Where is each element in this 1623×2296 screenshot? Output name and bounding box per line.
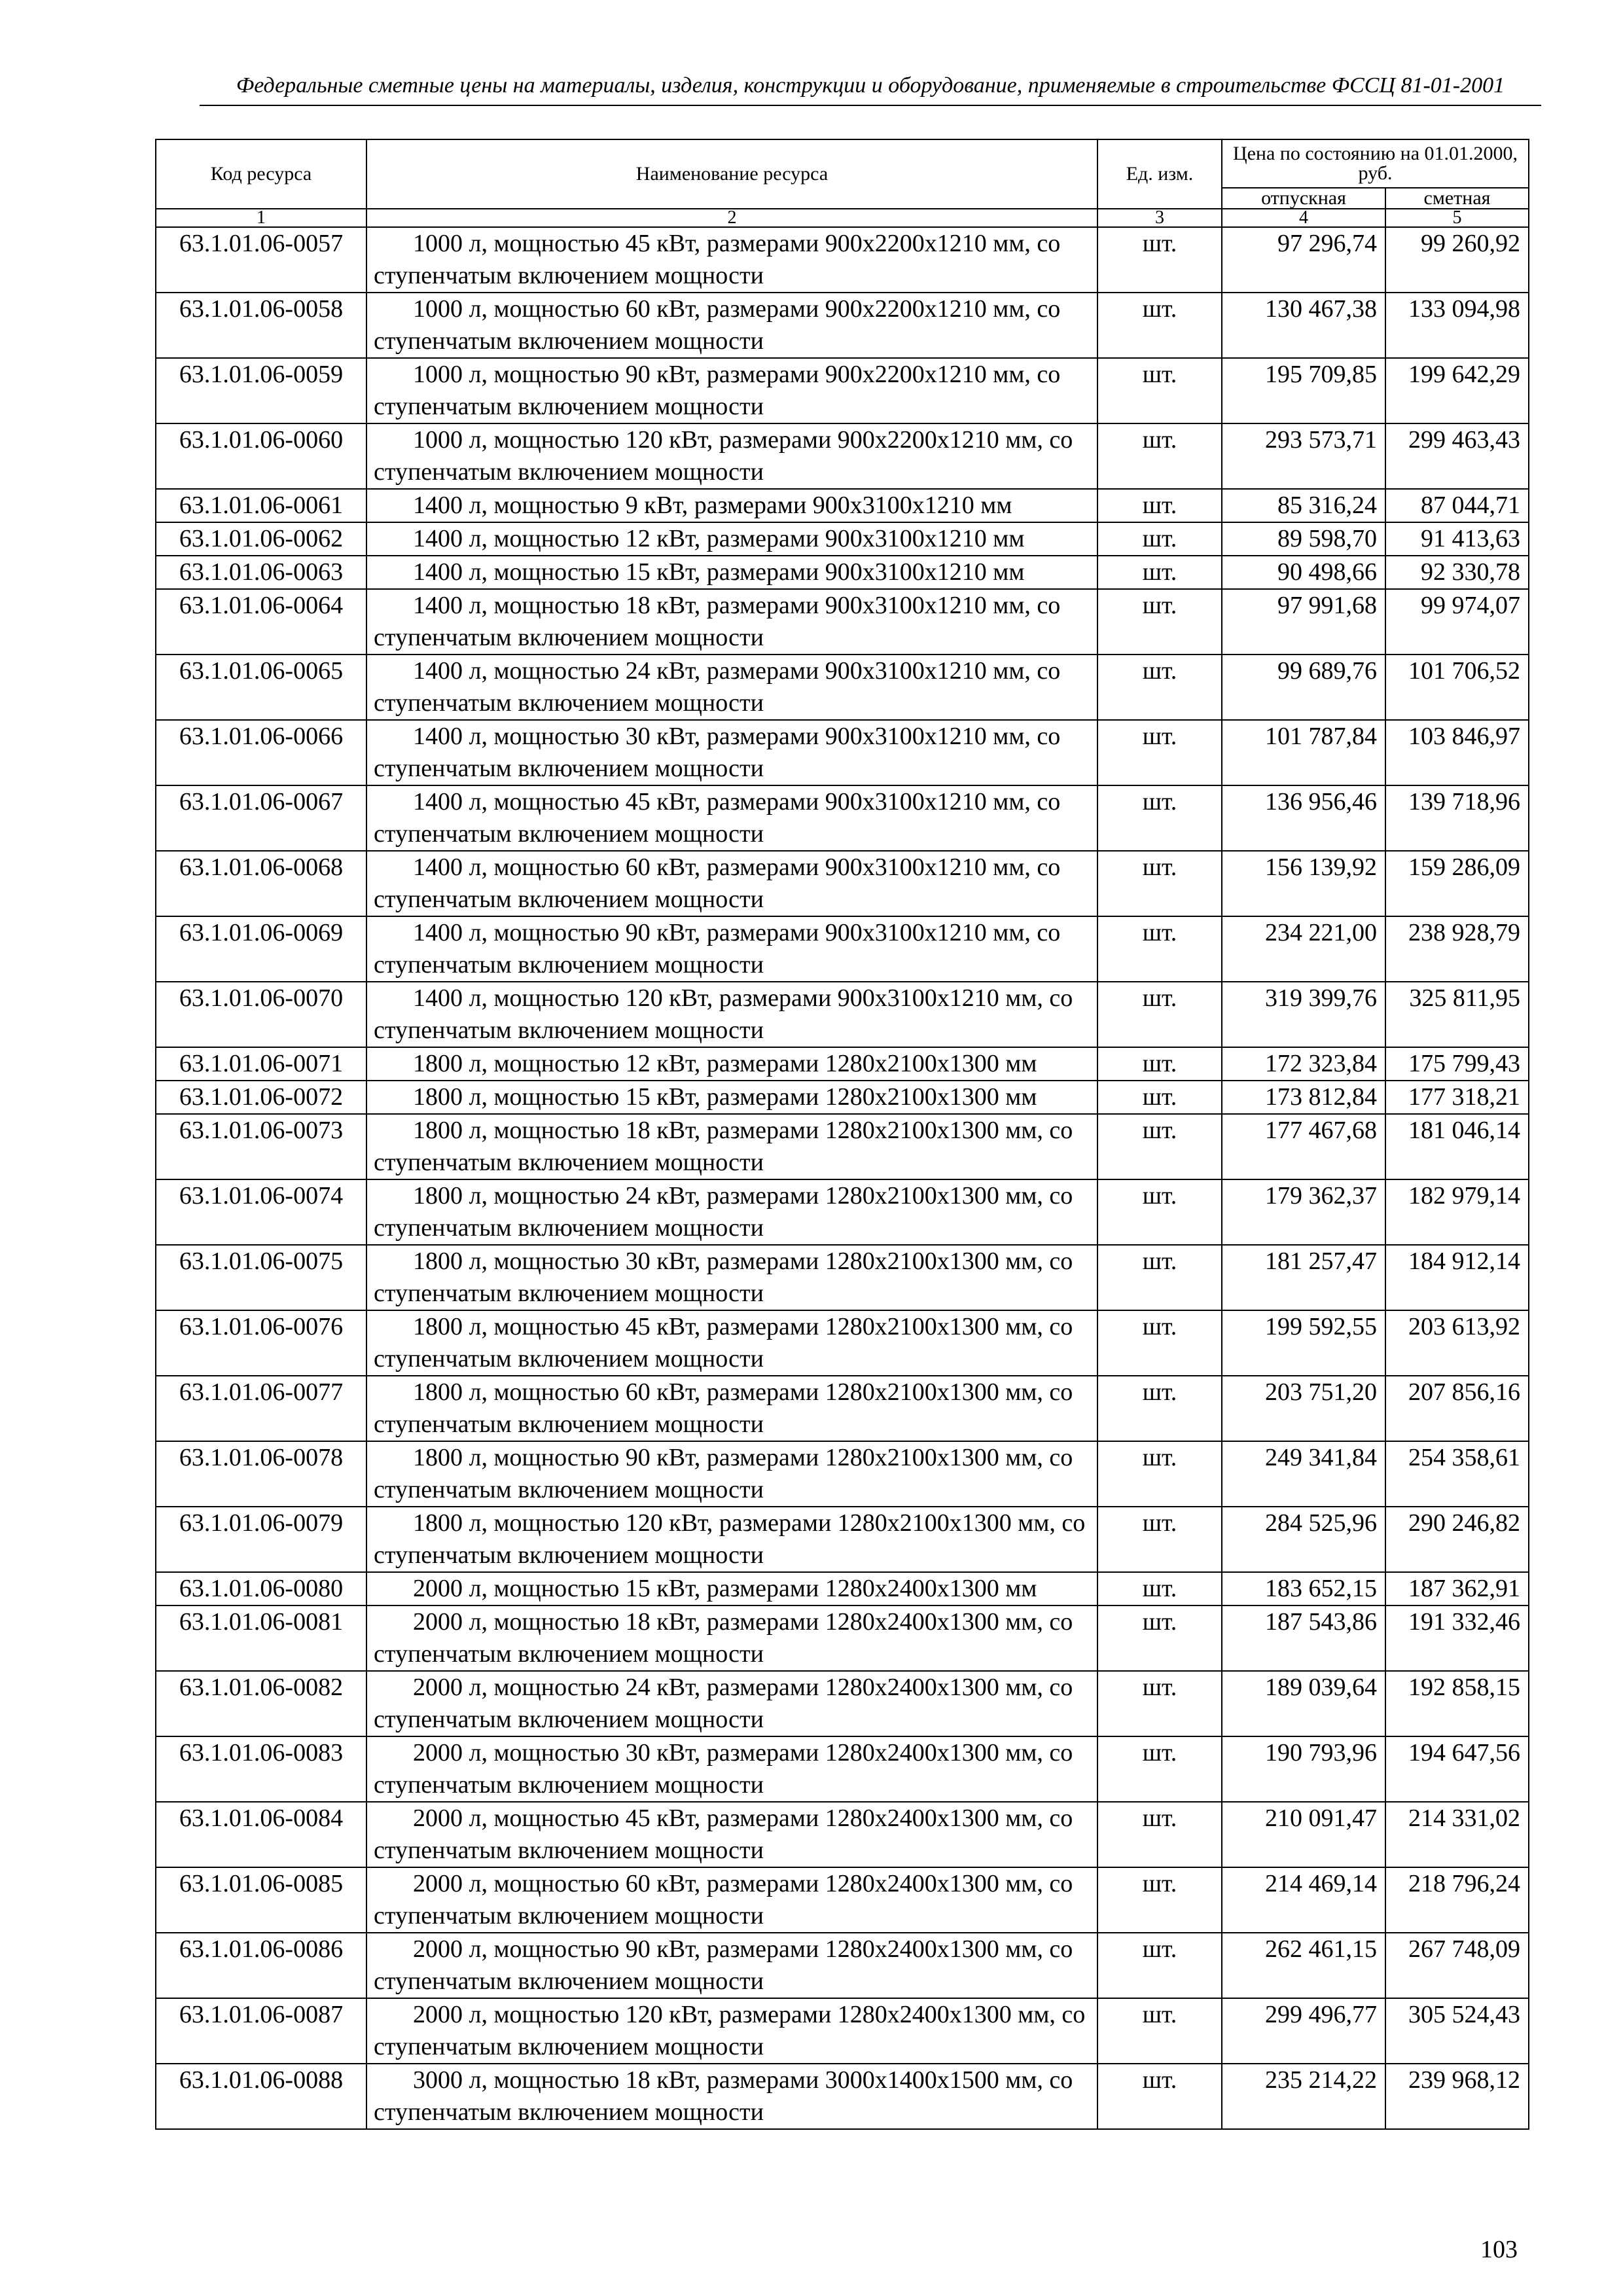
table-row [156, 522, 1529, 556]
release-price: 195 709,85 [1222, 358, 1385, 423]
release-price: 189 039,64 [1222, 1671, 1385, 1736]
release-price: 173 812,84 [1222, 1081, 1385, 1114]
release-price: 179 362,37 [1222, 1179, 1385, 1245]
estimate-price: 99 260,92 [1385, 227, 1529, 293]
column-number: 3 [1097, 209, 1222, 227]
table-row [156, 1245, 1529, 1310]
unit-cell: шт. [1097, 293, 1222, 358]
unit-cell: шт. [1097, 916, 1222, 982]
release-price: 199 592,55 [1222, 1310, 1385, 1376]
table-row [156, 1507, 1529, 1572]
estimate-price: 181 046,14 [1385, 1114, 1529, 1179]
release-price: 90 498,66 [1222, 556, 1385, 589]
resource-name: 3000 л, мощностью 18 кВт, размерами 3000х1400х1500 мм, со ступенчатым включением мощности [366, 2064, 1097, 2129]
resource-code: 63.1.01.06-0079 [156, 1507, 366, 1572]
estimate-price: 175 799,43 [1385, 1047, 1529, 1081]
estimate-price: 103 846,97 [1385, 720, 1529, 785]
estimate-price: 218 796,24 [1385, 1867, 1529, 1933]
table-row [156, 556, 1529, 589]
table-row [156, 423, 1529, 489]
resource-code: 63.1.01.06-0057 [156, 227, 366, 293]
table-row [156, 1047, 1529, 1081]
header-name: Наименование ресурса [366, 139, 1097, 209]
unit-cell: шт. [1097, 1081, 1222, 1114]
column-number: 2 [366, 209, 1097, 227]
release-price: 136 956,46 [1222, 785, 1385, 851]
header-price-group: Цена по состоянию на 01.01.2000, руб. [1222, 139, 1529, 188]
resource-name: 2000 л, мощностью 90 кВт, размерами 1280х2400х1300 мм, со ступенчатым включением мощности [366, 1933, 1097, 1998]
resource-code: 63.1.01.06-0071 [156, 1047, 366, 1081]
estimate-price: 267 748,09 [1385, 1933, 1529, 1998]
unit-cell: шт. [1097, 1179, 1222, 1245]
unit-cell: шт. [1097, 1933, 1222, 1998]
estimate-price: 87 044,71 [1385, 489, 1529, 522]
resource-code: 63.1.01.06-0064 [156, 589, 366, 655]
unit-cell: шт. [1097, 1802, 1222, 1867]
estimate-price: 254 358,61 [1385, 1441, 1529, 1507]
unit-cell: шт. [1097, 1310, 1222, 1376]
unit-cell: шт. [1097, 1441, 1222, 1507]
resource-code: 63.1.01.06-0086 [156, 1933, 366, 1998]
resource-code: 63.1.01.06-0060 [156, 423, 366, 489]
release-price: 319 399,76 [1222, 982, 1385, 1047]
table-row [156, 720, 1529, 785]
estimate-price: 325 811,95 [1385, 982, 1529, 1047]
estimate-price: 199 642,29 [1385, 358, 1529, 423]
table-row [156, 1736, 1529, 1802]
table-row [156, 982, 1529, 1047]
release-price: 249 341,84 [1222, 1441, 1385, 1507]
resource-name: 1800 л, мощностью 24 кВт, размерами 1280х2100х1300 мм, со ступенчатым включением мощности [366, 1179, 1097, 1245]
resource-name: 2000 л, мощностью 60 кВт, размерами 1280х2400х1300 мм, со ступенчатым включением мощности [366, 1867, 1097, 1933]
table-row [156, 227, 1529, 293]
release-price: 299 496,77 [1222, 1998, 1385, 2064]
resource-name: 1000 л, мощностью 120 кВт, размерами 900х2200х1210 мм, со ступенчатым включением мощности [366, 423, 1097, 489]
estimate-price: 182 979,14 [1385, 1179, 1529, 1245]
resource-code: 63.1.01.06-0067 [156, 785, 366, 851]
unit-cell: шт. [1097, 1245, 1222, 1310]
release-price: 177 467,68 [1222, 1114, 1385, 1179]
resource-name: 1400 л, мощностью 45 кВт, размерами 900х3100х1210 мм, со ступенчатым включением мощности [366, 785, 1097, 851]
resource-name: 1400 л, мощностью 30 кВт, размерами 900х3100х1210 мм, со ступенчатым включением мощности [366, 720, 1097, 785]
unit-cell: шт. [1097, 720, 1222, 785]
resource-name: 1400 л, мощностью 15 кВт, размерами 900х3100х1210 мм [366, 556, 1097, 589]
table-row [156, 1441, 1529, 1507]
table-row [156, 589, 1529, 655]
header-code: Код ресурса [156, 139, 366, 209]
resource-name: 2000 л, мощностью 24 кВт, размерами 1280х2400х1300 мм, со ступенчатым включением мощности [366, 1671, 1097, 1736]
release-price: 97 991,68 [1222, 589, 1385, 655]
resource-code: 63.1.01.06-0061 [156, 489, 366, 522]
unit-cell: шт. [1097, 1867, 1222, 1933]
table-row [156, 2064, 1529, 2129]
resource-code: 63.1.01.06-0082 [156, 1671, 366, 1736]
resource-name: 1800 л, мощностью 15 кВт, размерами 1280х2100х1300 мм [366, 1081, 1097, 1114]
estimate-price: 194 647,56 [1385, 1736, 1529, 1802]
resource-code: 63.1.01.06-0085 [156, 1867, 366, 1933]
unit-cell: шт. [1097, 2064, 1222, 2129]
release-price: 235 214,22 [1222, 2064, 1385, 2129]
release-price: 156 139,92 [1222, 851, 1385, 916]
resource-name: 2000 л, мощностью 18 кВт, размерами 1280х2400х1300 мм, со ступенчатым включением мощности [366, 1605, 1097, 1671]
estimate-price: 184 912,14 [1385, 1245, 1529, 1310]
unit-cell: шт. [1097, 1736, 1222, 1802]
table-header [156, 139, 1529, 227]
unit-cell: шт. [1097, 1671, 1222, 1736]
resource-code: 63.1.01.06-0084 [156, 1802, 366, 1867]
release-price: 190 793,96 [1222, 1736, 1385, 1802]
estimate-price: 191 332,46 [1385, 1605, 1529, 1671]
table-row [156, 916, 1529, 982]
document-header: Федеральные сметные цены на материалы, изделия, конструкции и оборудование, применяемые в строительстве ФССЦ 81-01-2001 [236, 73, 1505, 98]
resource-name: 1800 л, мощностью 45 кВт, размерами 1280х2100х1300 мм, со ступенчатым включением мощности [366, 1310, 1097, 1376]
unit-cell: шт. [1097, 851, 1222, 916]
table-row [156, 785, 1529, 851]
table-row [156, 851, 1529, 916]
release-price: 89 598,70 [1222, 522, 1385, 556]
release-price: 85 316,24 [1222, 489, 1385, 522]
unit-cell: шт. [1097, 589, 1222, 655]
unit-cell: шт. [1097, 1572, 1222, 1605]
table-row [156, 655, 1529, 720]
release-price: 183 652,15 [1222, 1572, 1385, 1605]
estimate-price: 214 331,02 [1385, 1802, 1529, 1867]
release-price: 97 296,74 [1222, 227, 1385, 293]
header-estimate-price: сметная [1385, 188, 1529, 209]
resource-code: 63.1.01.06-0065 [156, 655, 366, 720]
estimate-price: 159 286,09 [1385, 851, 1529, 916]
estimate-price: 99 974,07 [1385, 589, 1529, 655]
release-price: 262 461,15 [1222, 1933, 1385, 1998]
resource-code: 63.1.01.06-0063 [156, 556, 366, 589]
table-row [156, 1376, 1529, 1441]
unit-cell: шт. [1097, 423, 1222, 489]
resource-name: 2000 л, мощностью 120 кВт, размерами 1280х2400х1300 мм, со ступенчатым включением мощности [366, 1998, 1097, 2064]
resource-name: 2000 л, мощностью 15 кВт, размерами 1280х2400х1300 мм [366, 1572, 1097, 1605]
resource-code: 63.1.01.06-0081 [156, 1605, 366, 1671]
estimate-price: 133 094,98 [1385, 293, 1529, 358]
header-unit: Ед. изм. [1097, 139, 1222, 209]
resource-code: 63.1.01.06-0066 [156, 720, 366, 785]
resource-name: 1800 л, мощностью 90 кВт, размерами 1280х2100х1300 мм, со ступенчатым включением мощности [366, 1441, 1097, 1507]
unit-cell: шт. [1097, 522, 1222, 556]
unit-cell: шт. [1097, 785, 1222, 851]
estimate-price: 92 330,78 [1385, 556, 1529, 589]
resource-code: 63.1.01.06-0070 [156, 982, 366, 1047]
unit-cell: шт. [1097, 1047, 1222, 1081]
table-row [156, 489, 1529, 522]
estimate-price: 91 413,63 [1385, 522, 1529, 556]
release-price: 99 689,76 [1222, 655, 1385, 720]
unit-cell: шт. [1097, 1376, 1222, 1441]
unit-cell: шт. [1097, 227, 1222, 293]
resource-code: 63.1.01.06-0075 [156, 1245, 366, 1310]
price-table [155, 139, 1529, 2130]
table-row [156, 358, 1529, 423]
resource-code: 63.1.01.06-0058 [156, 293, 366, 358]
header-release-price: отпускная [1222, 188, 1385, 209]
column-number: 4 [1222, 209, 1385, 227]
table-row [156, 1867, 1529, 1933]
release-price: 172 323,84 [1222, 1047, 1385, 1081]
resource-code: 63.1.01.06-0073 [156, 1114, 366, 1179]
resource-code: 63.1.01.06-0074 [156, 1179, 366, 1245]
estimate-price: 203 613,92 [1385, 1310, 1529, 1376]
unit-cell: шт. [1097, 982, 1222, 1047]
estimate-price: 139 718,96 [1385, 785, 1529, 851]
table-row [156, 1605, 1529, 1671]
resource-code: 63.1.01.06-0068 [156, 851, 366, 916]
estimate-price: 177 318,21 [1385, 1081, 1529, 1114]
resource-name: 2000 л, мощностью 30 кВт, размерами 1280х2400х1300 мм, со ступенчатым включением мощности [366, 1736, 1097, 1802]
resource-name: 1800 л, мощностью 120 кВт, размерами 1280х2100х1300 мм, со ступенчатым включением мощности [366, 1507, 1097, 1572]
estimate-price: 101 706,52 [1385, 655, 1529, 720]
estimate-price: 238 928,79 [1385, 916, 1529, 982]
unit-cell: шт. [1097, 1605, 1222, 1671]
release-price: 101 787,84 [1222, 720, 1385, 785]
resource-name: 1400 л, мощностью 24 кВт, размерами 900х3100х1210 мм, со ступенчатым включением мощности [366, 655, 1097, 720]
release-price: 181 257,47 [1222, 1245, 1385, 1310]
resource-code: 63.1.01.06-0059 [156, 358, 366, 423]
column-number: 5 [1385, 209, 1529, 227]
resource-name: 1000 л, мощностью 90 кВт, размерами 900х2200х1210 мм, со ступенчатым включением мощности [366, 358, 1097, 423]
resource-code: 63.1.01.06-0078 [156, 1441, 366, 1507]
unit-cell: шт. [1097, 358, 1222, 423]
resource-name: 1800 л, мощностью 30 кВт, размерами 1280х2100х1300 мм, со ступенчатым включением мощности [366, 1245, 1097, 1310]
table-row [156, 1081, 1529, 1114]
estimate-price: 299 463,43 [1385, 423, 1529, 489]
unit-cell: шт. [1097, 1507, 1222, 1572]
resource-code: 63.1.01.06-0087 [156, 1998, 366, 2064]
resource-name: 1400 л, мощностью 12 кВт, размерами 900х3100х1210 мм [366, 522, 1097, 556]
header-rule [200, 105, 1541, 106]
release-price: 203 751,20 [1222, 1376, 1385, 1441]
resource-name: 1400 л, мощностью 90 кВт, размерами 900х3100х1210 мм, со ступенчатым включением мощности [366, 916, 1097, 982]
table-row [156, 1310, 1529, 1376]
page-number: 103 [1480, 2236, 1518, 2263]
resource-code: 63.1.01.06-0076 [156, 1310, 366, 1376]
resource-name: 2000 л, мощностью 45 кВт, размерами 1280х2400х1300 мм, со ступенчатым включением мощности [366, 1802, 1097, 1867]
resource-code: 63.1.01.06-0062 [156, 522, 366, 556]
resource-name: 1400 л, мощностью 120 кВт, размерами 900х3100х1210 мм, со ступенчатым включением мощности [366, 982, 1097, 1047]
column-number: 1 [156, 209, 366, 227]
estimate-price: 187 362,91 [1385, 1572, 1529, 1605]
release-price: 187 543,86 [1222, 1605, 1385, 1671]
table-row [156, 1671, 1529, 1736]
resource-name: 1800 л, мощностью 60 кВт, размерами 1280х2100х1300 мм, со ступенчатым включением мощности [366, 1376, 1097, 1441]
resource-code: 63.1.01.06-0083 [156, 1736, 366, 1802]
table-row [156, 1572, 1529, 1605]
resource-code: 63.1.01.06-0080 [156, 1572, 366, 1605]
resource-name: 1800 л, мощностью 12 кВт, размерами 1280х2100х1300 мм [366, 1047, 1097, 1081]
release-price: 293 573,71 [1222, 423, 1385, 489]
resource-code: 63.1.01.06-0069 [156, 916, 366, 982]
resource-name: 1400 л, мощностью 60 кВт, размерами 900х3100х1210 мм, со ступенчатым включением мощности [366, 851, 1097, 916]
resource-name: 1400 л, мощностью 18 кВт, размерами 900х3100х1210 мм, со ступенчатым включением мощности [366, 589, 1097, 655]
unit-cell: шт. [1097, 489, 1222, 522]
unit-cell: шт. [1097, 655, 1222, 720]
unit-cell: шт. [1097, 1114, 1222, 1179]
resource-name: 1400 л, мощностью 9 кВт, размерами 900х3100х1210 мм [366, 489, 1097, 522]
resource-code: 63.1.01.06-0088 [156, 2064, 366, 2129]
table-row [156, 293, 1529, 358]
release-price: 214 469,14 [1222, 1867, 1385, 1933]
release-price: 210 091,47 [1222, 1802, 1385, 1867]
table-row [156, 1933, 1529, 1998]
estimate-price: 290 246,82 [1385, 1507, 1529, 1572]
table-row [156, 1179, 1529, 1245]
resource-name: 1800 л, мощностью 18 кВт, размерами 1280х2100х1300 мм, со ступенчатым включением мощности [366, 1114, 1097, 1179]
estimate-price: 239 968,12 [1385, 2064, 1529, 2129]
release-price: 130 467,38 [1222, 293, 1385, 358]
table-row [156, 1802, 1529, 1867]
table-row [156, 1998, 1529, 2064]
resource-name: 1000 л, мощностью 45 кВт, размерами 900х2200х1210 мм, со ступенчатым включением мощности [366, 227, 1097, 293]
estimate-price: 192 858,15 [1385, 1671, 1529, 1736]
unit-cell: шт. [1097, 1998, 1222, 2064]
release-price: 234 221,00 [1222, 916, 1385, 982]
unit-cell: шт. [1097, 556, 1222, 589]
estimate-price: 305 524,43 [1385, 1998, 1529, 2064]
resource-code: 63.1.01.06-0072 [156, 1081, 366, 1114]
resource-code: 63.1.01.06-0077 [156, 1376, 366, 1441]
estimate-price: 207 856,16 [1385, 1376, 1529, 1441]
table-row [156, 1114, 1529, 1179]
table-body [156, 227, 1529, 2129]
release-price: 284 525,96 [1222, 1507, 1385, 1572]
resource-name: 1000 л, мощностью 60 кВт, размерами 900х2200х1210 мм, со ступенчатым включением мощности [366, 293, 1097, 358]
